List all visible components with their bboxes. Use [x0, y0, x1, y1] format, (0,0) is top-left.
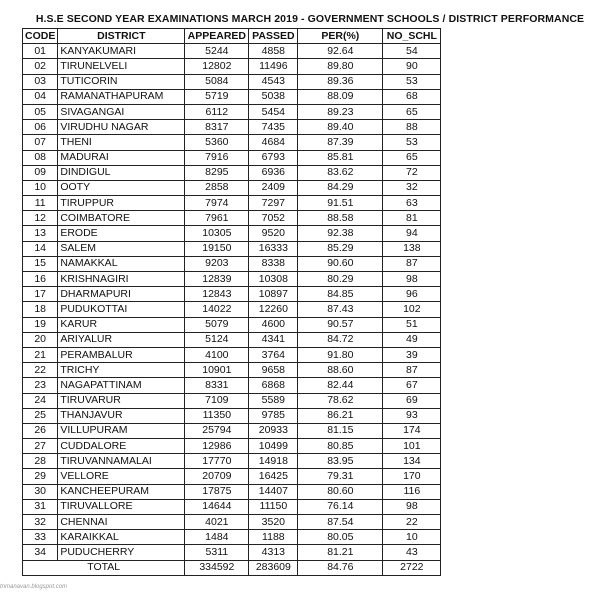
cell-code: 20 — [23, 332, 58, 347]
cell-no-schl: 87 — [383, 363, 441, 378]
cell-appeared: 5084 — [185, 74, 249, 89]
cell-code: 19 — [23, 317, 58, 332]
cell-appeared: 12802 — [185, 59, 249, 74]
cell-percentage: 78.62 — [298, 393, 383, 408]
cell-appeared: 4100 — [185, 347, 249, 362]
cell-code: 22 — [23, 363, 58, 378]
cell-no-schl: 134 — [383, 454, 441, 469]
cell-percentage: 82.44 — [298, 378, 383, 393]
cell-appeared: 14644 — [185, 499, 249, 514]
cell-district: THENI — [58, 135, 185, 150]
table-row — [23, 454, 441, 469]
cell-code: 08 — [23, 150, 58, 165]
cell-district: CHENNAI — [58, 515, 185, 530]
cell-district: NAMAKKAL — [58, 256, 185, 271]
cell-code: 26 — [23, 423, 58, 438]
cell-appeared: 7961 — [185, 211, 249, 226]
header-code: CODE — [23, 29, 58, 44]
cell-passed: 11150 — [249, 499, 298, 514]
cell-passed: 16425 — [249, 469, 298, 484]
cell-passed: 16333 — [249, 241, 298, 256]
cell-passed: 7297 — [249, 196, 298, 211]
cell-appeared: 8331 — [185, 378, 249, 393]
cell-code: 34 — [23, 545, 58, 560]
cell-district: PERAMBALUR — [58, 347, 185, 362]
cell-district: KANCHEEPURAM — [58, 484, 185, 499]
cell-percentage: 83.95 — [298, 454, 383, 469]
cell-no-schl: 90 — [383, 59, 441, 74]
cell-no-schl: 22 — [383, 515, 441, 530]
cell-code: 23 — [23, 378, 58, 393]
cell-passed: 7052 — [249, 211, 298, 226]
table-row — [23, 302, 441, 317]
cell-percentage: 88.09 — [298, 89, 383, 104]
cell-percentage: 87.54 — [298, 515, 383, 530]
cell-appeared: 2858 — [185, 180, 249, 195]
cell-no-schl: 39 — [383, 347, 441, 362]
cell-appeared: 9203 — [185, 256, 249, 271]
cell-appeared: 25794 — [185, 423, 249, 438]
cell-passed: 4600 — [249, 317, 298, 332]
cell-no-schl: 63 — [383, 196, 441, 211]
cell-district: TIRUNELVELI — [58, 59, 185, 74]
table-row — [23, 226, 441, 241]
cell-district: VILLUPURAM — [58, 423, 185, 438]
cell-passed: 5454 — [249, 104, 298, 119]
cell-appeared: 10901 — [185, 363, 249, 378]
table-row — [23, 545, 441, 560]
cell-appeared: 5079 — [185, 317, 249, 332]
cell-no-schl: 69 — [383, 393, 441, 408]
cell-code: 01 — [23, 44, 58, 59]
cell-district: ARIYALUR — [58, 332, 185, 347]
cell-code: 04 — [23, 89, 58, 104]
cell-percentage: 92.38 — [298, 226, 383, 241]
cell-no-schl: 68 — [383, 89, 441, 104]
cell-passed: 10897 — [249, 287, 298, 302]
cell-passed: 3520 — [249, 515, 298, 530]
cell-appeared: 5719 — [185, 89, 249, 104]
table-row — [23, 211, 441, 226]
cell-percentage: 80.60 — [298, 484, 383, 499]
cell-passed: 4684 — [249, 135, 298, 150]
cell-percentage: 89.80 — [298, 59, 383, 74]
cell-district: COIMBATORE — [58, 211, 185, 226]
cell-passed: 11496 — [249, 59, 298, 74]
table-row — [23, 241, 441, 256]
cell-passed: 9658 — [249, 363, 298, 378]
cell-percentage: 84.85 — [298, 287, 383, 302]
cell-district: DINDIGUL — [58, 165, 185, 180]
cell-no-schl: 65 — [383, 104, 441, 119]
cell-district: PUDUKOTTAI — [58, 302, 185, 317]
cell-district: OOTY — [58, 180, 185, 195]
cell-appeared: 10305 — [185, 226, 249, 241]
cell-passed: 9785 — [249, 408, 298, 423]
cell-appeared: 4021 — [185, 515, 249, 530]
cell-code: 31 — [23, 499, 58, 514]
cell-percentage: 89.23 — [298, 104, 383, 119]
cell-code: 24 — [23, 393, 58, 408]
cell-percentage: 89.36 — [298, 74, 383, 89]
cell-no-schl: 53 — [383, 74, 441, 89]
table-row — [23, 484, 441, 499]
table-row — [23, 423, 441, 438]
cell-no-schl: 170 — [383, 469, 441, 484]
cell-appeared: 7974 — [185, 196, 249, 211]
table-row — [23, 287, 441, 302]
cell-appeared: 12839 — [185, 272, 249, 287]
total-no-schl: 2722 — [383, 560, 441, 575]
cell-district: VIRUDHU NAGAR — [58, 120, 185, 135]
cell-passed: 4543 — [249, 74, 298, 89]
cell-appeared: 5124 — [185, 332, 249, 347]
cell-code: 17 — [23, 287, 58, 302]
cell-percentage: 89.40 — [298, 120, 383, 135]
cell-percentage: 88.60 — [298, 363, 383, 378]
cell-code: 32 — [23, 515, 58, 530]
header-district: DISTRICT — [58, 29, 185, 44]
table-row — [23, 515, 441, 530]
cell-passed: 4341 — [249, 332, 298, 347]
cell-no-schl: 51 — [383, 317, 441, 332]
cell-code: 10 — [23, 180, 58, 195]
cell-code: 28 — [23, 454, 58, 469]
table-row — [23, 89, 441, 104]
cell-no-schl: 72 — [383, 165, 441, 180]
cell-appeared: 17770 — [185, 454, 249, 469]
cell-appeared: 20709 — [185, 469, 249, 484]
cell-appeared: 14022 — [185, 302, 249, 317]
cell-code: 12 — [23, 211, 58, 226]
table-row — [23, 363, 441, 378]
cell-percentage: 87.39 — [298, 135, 383, 150]
cell-percentage: 80.05 — [298, 530, 383, 545]
total-appeared: 334592 — [185, 560, 249, 575]
document-title: H.S.E SECOND YEAR EXAMINATIONS MARCH 2019 - GOVERNMENT SCHOOLS / DISTRICT PERFORMANCE — [35, 13, 585, 25]
cell-no-schl: 65 — [383, 150, 441, 165]
cell-no-schl: 98 — [383, 499, 441, 514]
cell-district: TIRUPPUR — [58, 196, 185, 211]
cell-passed: 8338 — [249, 256, 298, 271]
cell-appeared: 17875 — [185, 484, 249, 499]
cell-no-schl: 94 — [383, 226, 441, 241]
table-row — [23, 135, 441, 150]
cell-no-schl: 32 — [383, 180, 441, 195]
cell-appeared: 19150 — [185, 241, 249, 256]
cell-appeared: 7109 — [185, 393, 249, 408]
cell-appeared: 5360 — [185, 135, 249, 150]
cell-district: TRICHY — [58, 363, 185, 378]
table-row — [23, 150, 441, 165]
header-appeared: APPEARED — [185, 29, 249, 44]
cell-percentage: 91.80 — [298, 347, 383, 362]
cell-code: 33 — [23, 530, 58, 545]
cell-district: TIRUVALLORE — [58, 499, 185, 514]
cell-no-schl: 10 — [383, 530, 441, 545]
cell-district: VELLORE — [58, 469, 185, 484]
cell-percentage: 81.21 — [298, 545, 383, 560]
cell-passed: 10499 — [249, 439, 298, 454]
cell-no-schl: 43 — [383, 545, 441, 560]
table-row — [23, 59, 441, 74]
cell-appeared: 5311 — [185, 545, 249, 560]
cell-no-schl: 98 — [383, 272, 441, 287]
table-row — [23, 74, 441, 89]
cell-code: 18 — [23, 302, 58, 317]
cell-passed: 14918 — [249, 454, 298, 469]
cell-percentage: 84.72 — [298, 332, 383, 347]
table-row — [23, 347, 441, 362]
table-row — [23, 44, 441, 59]
total-row — [23, 560, 441, 575]
cell-no-schl: 93 — [383, 408, 441, 423]
cell-no-schl: 101 — [383, 439, 441, 454]
cell-no-schl: 102 — [383, 302, 441, 317]
cell-no-schl: 53 — [383, 135, 441, 150]
table-header-row — [23, 29, 441, 44]
table-row — [23, 469, 441, 484]
total-passed: 283609 — [249, 560, 298, 575]
cell-no-schl: 49 — [383, 332, 441, 347]
cell-code: 14 — [23, 241, 58, 256]
cell-percentage: 79.31 — [298, 469, 383, 484]
cell-no-schl: 81 — [383, 211, 441, 226]
table-row — [23, 272, 441, 287]
total-percentage: 84.76 — [298, 560, 383, 575]
cell-district: KRISHNAGIRI — [58, 272, 185, 287]
cell-code: 27 — [23, 439, 58, 454]
cell-passed: 2409 — [249, 180, 298, 195]
cell-passed: 4313 — [249, 545, 298, 560]
cell-no-schl: 87 — [383, 256, 441, 271]
cell-passed: 4858 — [249, 44, 298, 59]
cell-district: PUDUCHERRY — [58, 545, 185, 560]
cell-percentage: 87.43 — [298, 302, 383, 317]
cell-passed: 20933 — [249, 423, 298, 438]
cell-code: 30 — [23, 484, 58, 499]
table-row — [23, 332, 441, 347]
cell-passed: 1188 — [249, 530, 298, 545]
cell-passed: 12260 — [249, 302, 298, 317]
cell-percentage: 76.14 — [298, 499, 383, 514]
cell-district: TIRUVARUR — [58, 393, 185, 408]
watermark-text: tnmanavan.blogspot.com — [0, 584, 68, 590]
table-row — [23, 180, 441, 195]
cell-district: TUTICORIN — [58, 74, 185, 89]
cell-percentage: 92.64 — [298, 44, 383, 59]
header-no-schl: NO_SCHL — [383, 29, 441, 44]
cell-passed: 14407 — [249, 484, 298, 499]
cell-no-schl: 88 — [383, 120, 441, 135]
cell-appeared: 7916 — [185, 150, 249, 165]
results-table — [22, 28, 441, 576]
cell-passed: 10308 — [249, 272, 298, 287]
cell-code: 02 — [23, 59, 58, 74]
cell-appeared: 8317 — [185, 120, 249, 135]
cell-passed: 5038 — [249, 89, 298, 104]
cell-code: 06 — [23, 120, 58, 135]
cell-district: TIRUVANNAMALAI — [58, 454, 185, 469]
cell-no-schl: 96 — [383, 287, 441, 302]
cell-no-schl: 116 — [383, 484, 441, 499]
cell-no-schl: 174 — [383, 423, 441, 438]
cell-code: 05 — [23, 104, 58, 119]
cell-district: MADURAI — [58, 150, 185, 165]
table-row — [23, 439, 441, 454]
cell-code: 16 — [23, 272, 58, 287]
cell-passed: 5589 — [249, 393, 298, 408]
cell-no-schl: 138 — [383, 241, 441, 256]
cell-passed: 6868 — [249, 378, 298, 393]
table-row — [23, 104, 441, 119]
cell-percentage: 91.51 — [298, 196, 383, 211]
cell-code: 15 — [23, 256, 58, 271]
cell-district: KARUR — [58, 317, 185, 332]
cell-percentage: 83.62 — [298, 165, 383, 180]
cell-district: DHARMAPURI — [58, 287, 185, 302]
cell-appeared: 12986 — [185, 439, 249, 454]
cell-passed: 3764 — [249, 347, 298, 362]
table-row — [23, 196, 441, 211]
cell-code: 07 — [23, 135, 58, 150]
cell-code: 25 — [23, 408, 58, 423]
cell-percentage: 81.15 — [298, 423, 383, 438]
cell-code: 21 — [23, 347, 58, 362]
cell-appeared: 1484 — [185, 530, 249, 545]
cell-district: RAMANATHAPURAM — [58, 89, 185, 104]
cell-code: 03 — [23, 74, 58, 89]
table-row — [23, 256, 441, 271]
cell-percentage: 90.60 — [298, 256, 383, 271]
cell-district: KARAIKKAL — [58, 530, 185, 545]
cell-district: CUDDALORE — [58, 439, 185, 454]
cell-appeared: 8295 — [185, 165, 249, 180]
table-body — [23, 44, 441, 560]
cell-code: 11 — [23, 196, 58, 211]
cell-percentage: 84.29 — [298, 180, 383, 195]
table-row — [23, 499, 441, 514]
table-row — [23, 408, 441, 423]
table-row — [23, 378, 441, 393]
cell-district: SALEM — [58, 241, 185, 256]
cell-district: SIVAGANGAI — [58, 104, 185, 119]
cell-passed: 6793 — [249, 150, 298, 165]
cell-district: KANYAKUMARI — [58, 44, 185, 59]
cell-appeared: 11350 — [185, 408, 249, 423]
cell-code: 29 — [23, 469, 58, 484]
cell-no-schl: 54 — [383, 44, 441, 59]
cell-percentage: 85.29 — [298, 241, 383, 256]
cell-appeared: 12843 — [185, 287, 249, 302]
cell-district: THANJAVUR — [58, 408, 185, 423]
table-row — [23, 393, 441, 408]
cell-passed: 6936 — [249, 165, 298, 180]
cell-percentage: 88.58 — [298, 211, 383, 226]
cell-passed: 7435 — [249, 120, 298, 135]
header-passed: PASSED — [249, 29, 298, 44]
cell-passed: 9520 — [249, 226, 298, 241]
table-row — [23, 165, 441, 180]
cell-appeared: 6112 — [185, 104, 249, 119]
header-percentage: PER(%) — [298, 29, 383, 44]
cell-percentage: 80.85 — [298, 439, 383, 454]
cell-code: 09 — [23, 165, 58, 180]
cell-code: 13 — [23, 226, 58, 241]
cell-percentage: 86.21 — [298, 408, 383, 423]
total-label: TOTAL — [23, 560, 185, 575]
cell-district: NAGAPATTINAM — [58, 378, 185, 393]
table-row — [23, 317, 441, 332]
table-row — [23, 120, 441, 135]
cell-percentage: 80.29 — [298, 272, 383, 287]
table-row — [23, 530, 441, 545]
cell-percentage: 85.81 — [298, 150, 383, 165]
cell-district: ERODE — [58, 226, 185, 241]
cell-no-schl: 67 — [383, 378, 441, 393]
cell-percentage: 90.57 — [298, 317, 383, 332]
cell-appeared: 5244 — [185, 44, 249, 59]
